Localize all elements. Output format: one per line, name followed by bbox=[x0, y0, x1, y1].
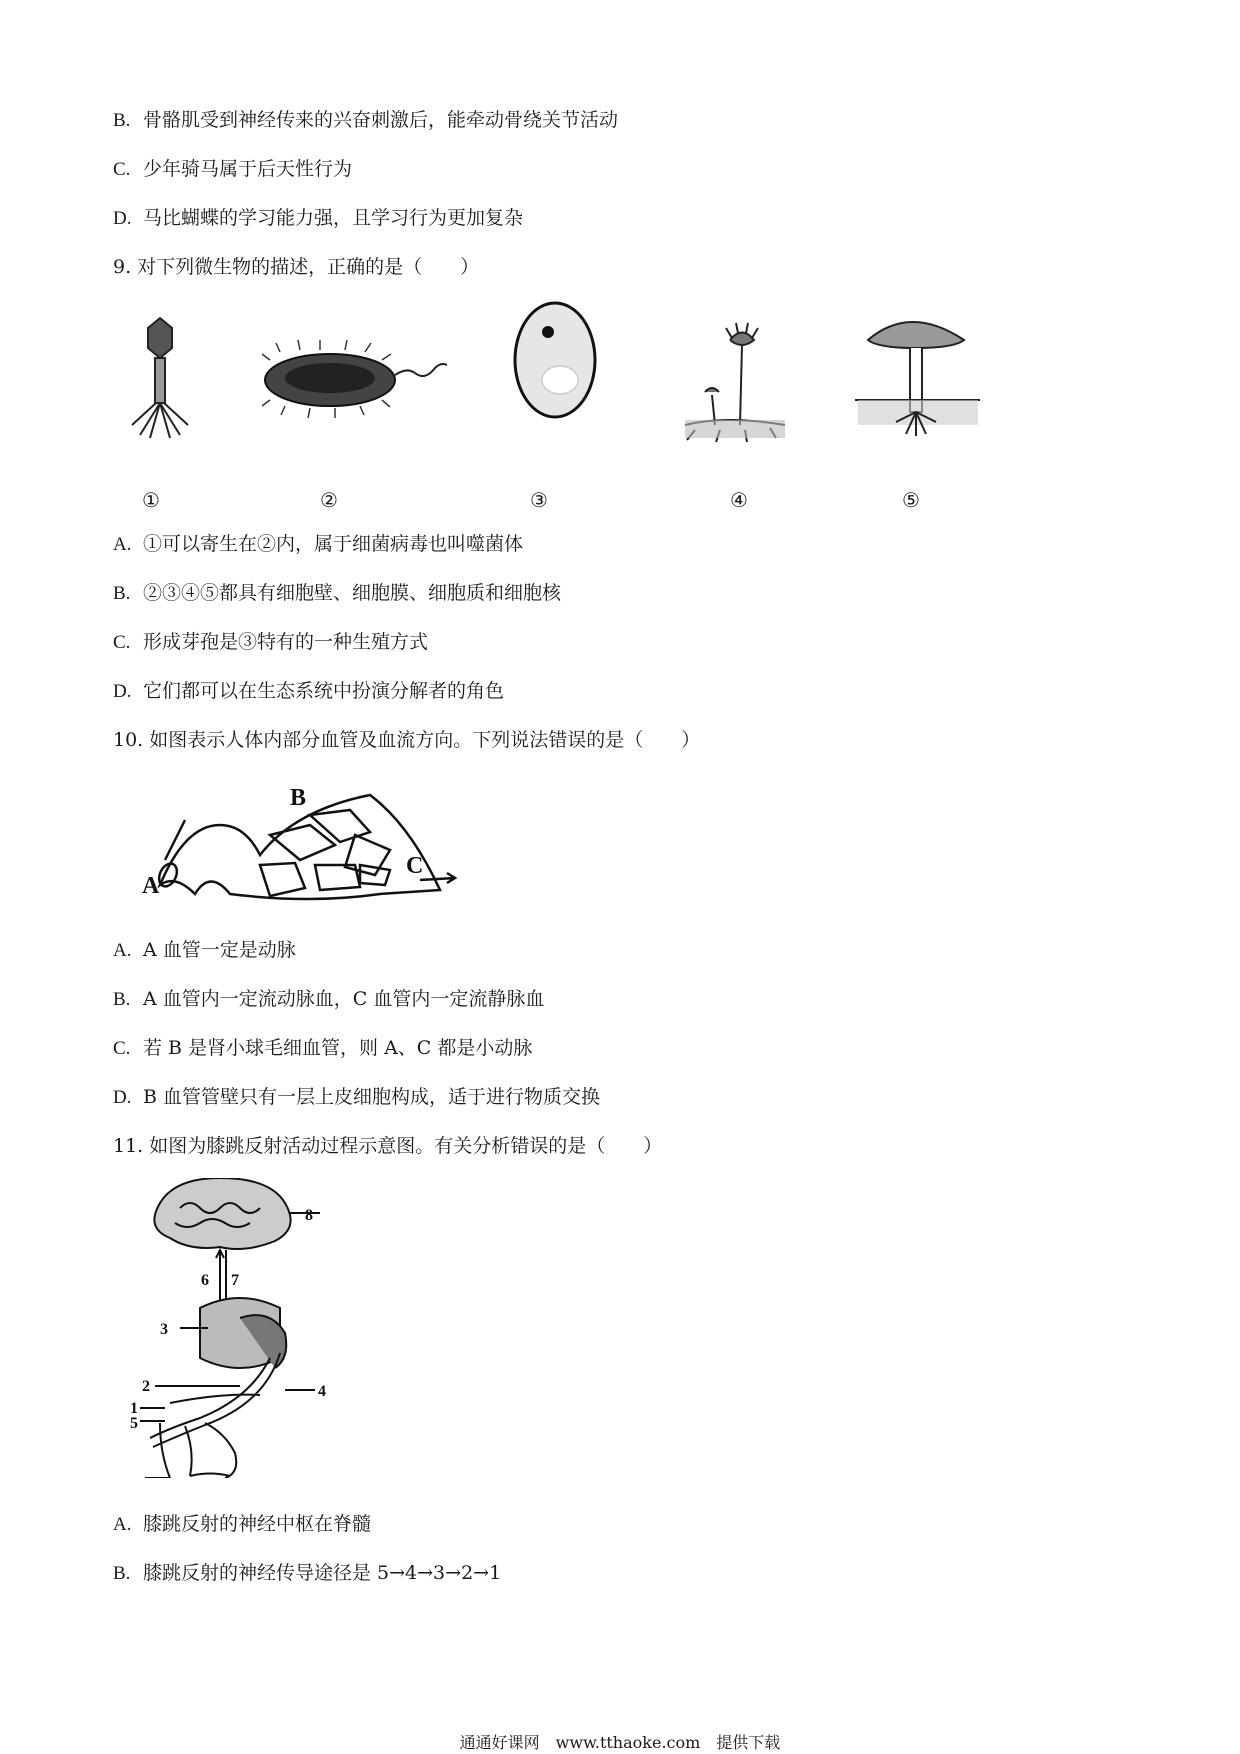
q10-option-a bbox=[113, 938, 296, 963]
yeast-cell-drawing bbox=[515, 303, 595, 417]
option-text: 若 B 是肾小球毛细血管，则 A、C 都是小动脉 bbox=[143, 1037, 533, 1059]
option-label: A. bbox=[113, 1514, 132, 1535]
figure-label-2: ② bbox=[320, 488, 338, 512]
q10-option-b bbox=[113, 987, 544, 1012]
option-label: A. bbox=[113, 534, 132, 555]
q10-stem: 10. 如图表示人体内部分血管及血流方向。下列说法错误的是（ ） bbox=[113, 729, 701, 751]
vessel-label-a: A bbox=[142, 873, 160, 899]
figure-label-4: ④ bbox=[730, 488, 748, 512]
q9-option-b bbox=[113, 581, 561, 606]
option-text: 少年骑马属于后天性行为 bbox=[143, 158, 353, 180]
mold-drawing bbox=[685, 323, 785, 442]
figure-label-1: ① bbox=[142, 488, 160, 512]
q10-option-d bbox=[113, 1085, 600, 1110]
option-text: 膝跳反射的神经中枢在脊髓 bbox=[143, 1513, 372, 1535]
label-8: 8 bbox=[305, 1207, 313, 1224]
q11-option-a bbox=[113, 1512, 371, 1537]
figure-label-3: ③ bbox=[530, 488, 548, 512]
q11-option-b bbox=[113, 1561, 501, 1586]
option-label: B. bbox=[113, 1563, 131, 1584]
label-3: 3 bbox=[160, 1321, 168, 1338]
option-text: 形成芽孢是③特有的一种生殖方式 bbox=[143, 631, 429, 653]
page-footer: 通通好课网 www.tthaoke.com 提供下载 bbox=[459, 1733, 781, 1752]
figure-label-5: ⑤ bbox=[902, 488, 920, 512]
q9-stem: 9. 对下列微生物的描述，正确的是（ ） bbox=[113, 256, 480, 278]
option-label: C. bbox=[113, 632, 131, 653]
bacterium-drawing bbox=[262, 340, 447, 418]
option-label: C. bbox=[113, 159, 131, 180]
option-label: D. bbox=[113, 208, 132, 229]
option-label: B. bbox=[113, 583, 131, 604]
q9-option-c bbox=[113, 630, 428, 655]
option-label: B. bbox=[113, 989, 131, 1010]
label-7: 7 bbox=[231, 1272, 239, 1289]
label-1: 1 bbox=[130, 1400, 138, 1417]
label-2: 2 bbox=[142, 1378, 150, 1395]
option-text: A 血管一定是动脉 bbox=[143, 939, 296, 961]
q9-option-a bbox=[113, 532, 523, 557]
bacteriophage-drawing bbox=[132, 318, 188, 438]
option-label: A. bbox=[113, 940, 132, 961]
microorganisms-figure bbox=[120, 300, 1020, 470]
option-label: D. bbox=[113, 1087, 132, 1108]
option-text: A 血管内一定流动脉血，C 血管内一定流静脉血 bbox=[143, 988, 545, 1010]
q9-option-d bbox=[113, 679, 504, 704]
label-6: 6 bbox=[201, 1272, 209, 1289]
label-5: 5 bbox=[130, 1415, 138, 1432]
option-text: 马比蝴蝶的学习能力强，且学习行为更加复杂 bbox=[143, 207, 524, 229]
mushroom-drawing bbox=[855, 322, 980, 436]
q8-option-c bbox=[113, 157, 352, 182]
vessel-label-c: C bbox=[406, 853, 424, 879]
option-label: D. bbox=[113, 681, 132, 702]
option-text: ①可以寄生在②内，属于细菌病毒也叫噬菌体 bbox=[143, 533, 524, 555]
knee-jerk-reflex-figure bbox=[130, 1178, 350, 1478]
blood-vessel-figure bbox=[120, 775, 460, 910]
label-4: 4 bbox=[318, 1383, 326, 1400]
q8-option-d bbox=[113, 206, 523, 231]
vessel-label-b: B bbox=[290, 785, 307, 811]
option-text: 骨骼肌受到神经传来的兴奋刺激后，能牵动骨绕关节活动 bbox=[143, 109, 619, 131]
option-text: 它们都可以在生态系统中扮演分解者的角色 bbox=[143, 680, 505, 702]
q11-stem: 11. 如图为膝跳反射活动过程示意图。有关分析错误的是（ ） bbox=[113, 1135, 663, 1157]
option-label: C. bbox=[113, 1038, 131, 1059]
option-label: B. bbox=[113, 110, 131, 131]
option-text: ②③④⑤都具有细胞壁、细胞膜、细胞质和细胞核 bbox=[143, 582, 562, 604]
q8-option-b bbox=[113, 108, 618, 133]
option-text: B 血管管壁只有一层上皮细胞构成，适于进行物质交换 bbox=[143, 1086, 601, 1108]
option-text: 膝跳反射的神经传导途径是 5→4→3→2→1 bbox=[143, 1562, 502, 1584]
q10-option-c bbox=[113, 1036, 532, 1061]
